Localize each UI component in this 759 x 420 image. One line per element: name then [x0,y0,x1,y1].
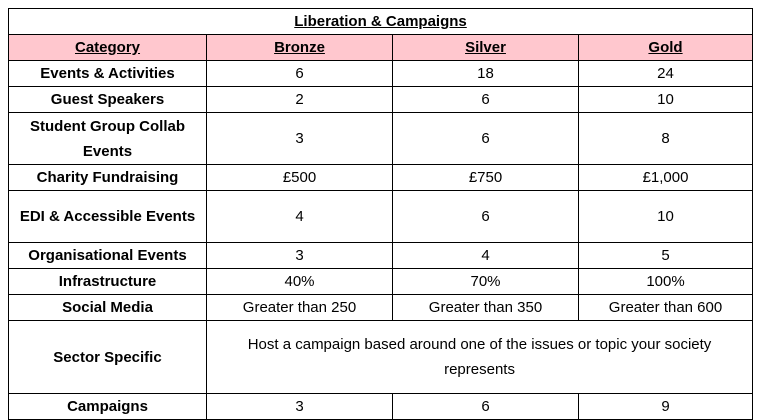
silver-cell: 18 [393,61,579,87]
table-row [9,295,753,321]
liberation-campaigns-table [8,8,753,420]
silver-cell: 6 [393,87,579,113]
silver-cell: Greater than 350 [393,295,579,321]
bronze-cell: 3 [207,113,393,165]
table-row [9,87,753,113]
category-cell: Charity Fundraising [9,165,207,191]
category-cell: Sector Specific [9,321,207,394]
gold-cell: 8 [579,113,753,165]
bronze-cell: 40% [207,269,393,295]
gold-cell: 10 [579,191,753,243]
bronze-cell: Greater than 250 [207,295,393,321]
table-title: Liberation & Campaigns [9,9,753,35]
table-row [9,191,753,243]
category-cell: Infrastructure [9,269,207,295]
category-cell: Organisational Events [9,243,207,269]
bronze-cell: £500 [207,165,393,191]
silver-cell: 6 [393,113,579,165]
table-row [9,321,753,394]
header-gold: Gold [579,35,753,61]
gold-cell: 100% [579,269,753,295]
bronze-cell: 4 [207,191,393,243]
category-cell: Social Media [9,295,207,321]
header-category: Category [9,35,207,61]
gold-cell: Greater than 600 [579,295,753,321]
category-cell: Guest Speakers [9,87,207,113]
bronze-cell: 3 [207,394,393,420]
category-cell: Campaigns [9,394,207,420]
category-cell: Events & Activities [9,61,207,87]
bronze-cell: 2 [207,87,393,113]
bronze-cell: 6 [207,61,393,87]
header-silver: Silver [393,35,579,61]
merged-requirement-cell: Host a campaign based around one of the issues or topic your society represents [207,321,753,394]
category-cell: EDI & Accessible Events [9,191,207,243]
gold-cell: 10 [579,87,753,113]
silver-cell: 4 [393,243,579,269]
silver-cell: 6 [393,394,579,420]
bronze-cell: 3 [207,243,393,269]
table-row [9,61,753,87]
gold-cell: 9 [579,394,753,420]
silver-cell: £750 [393,165,579,191]
gold-cell: £1,000 [579,165,753,191]
gold-cell: 5 [579,243,753,269]
table-row [9,113,753,165]
table-row [9,165,753,191]
table-row [9,269,753,295]
category-cell: Student Group Collab Events [9,113,207,165]
silver-cell: 6 [393,191,579,243]
header-bronze: Bronze [207,35,393,61]
gold-cell: 24 [579,61,753,87]
silver-cell: 70% [393,269,579,295]
table-row [9,243,753,269]
